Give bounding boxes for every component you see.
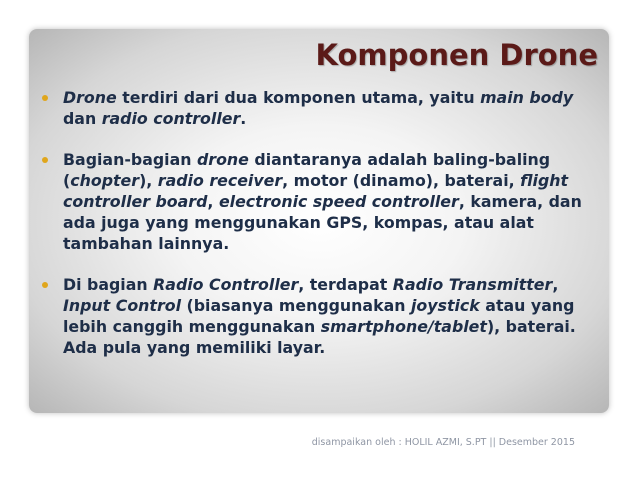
slide-footer: disampaikan oleh : HOLIL AZMI, S.PT || Desember 2015 [311,437,575,448]
bullet-text: Bagian-bagian drone diantaranya adalah baling-baling (chopter), radio receiver, motor (dinamo), baterai, flight controller board, electronic speed controller, kamera, dan ada juga yang menggunakan GPS, kompas, atau alat tambahan lainnya. [63,150,582,253]
bullet-dot-icon [42,157,48,163]
bullet-dot-icon [42,282,48,288]
bullet-item-drone-parts [40,149,593,254]
bullet-dot-icon [42,95,48,101]
bullet-text: Di bagian Radio Controller, terdapat Radio Transmitter, Input Control (biasanya menggunakan joystick atau yang lebih canggih menggunakan smartphone/tablet), baterai. Ada pula yang memiliki layar. [63,275,576,357]
bullet-item-main-components [40,87,593,129]
bullet-text: Drone terdiri dari dua komponen utama, yaitu main body dan radio controller. [63,88,574,128]
slide-title: Komponen Drone [315,38,598,72]
bullet-item-radio-controller [40,274,593,358]
bullet-list [40,87,593,358]
